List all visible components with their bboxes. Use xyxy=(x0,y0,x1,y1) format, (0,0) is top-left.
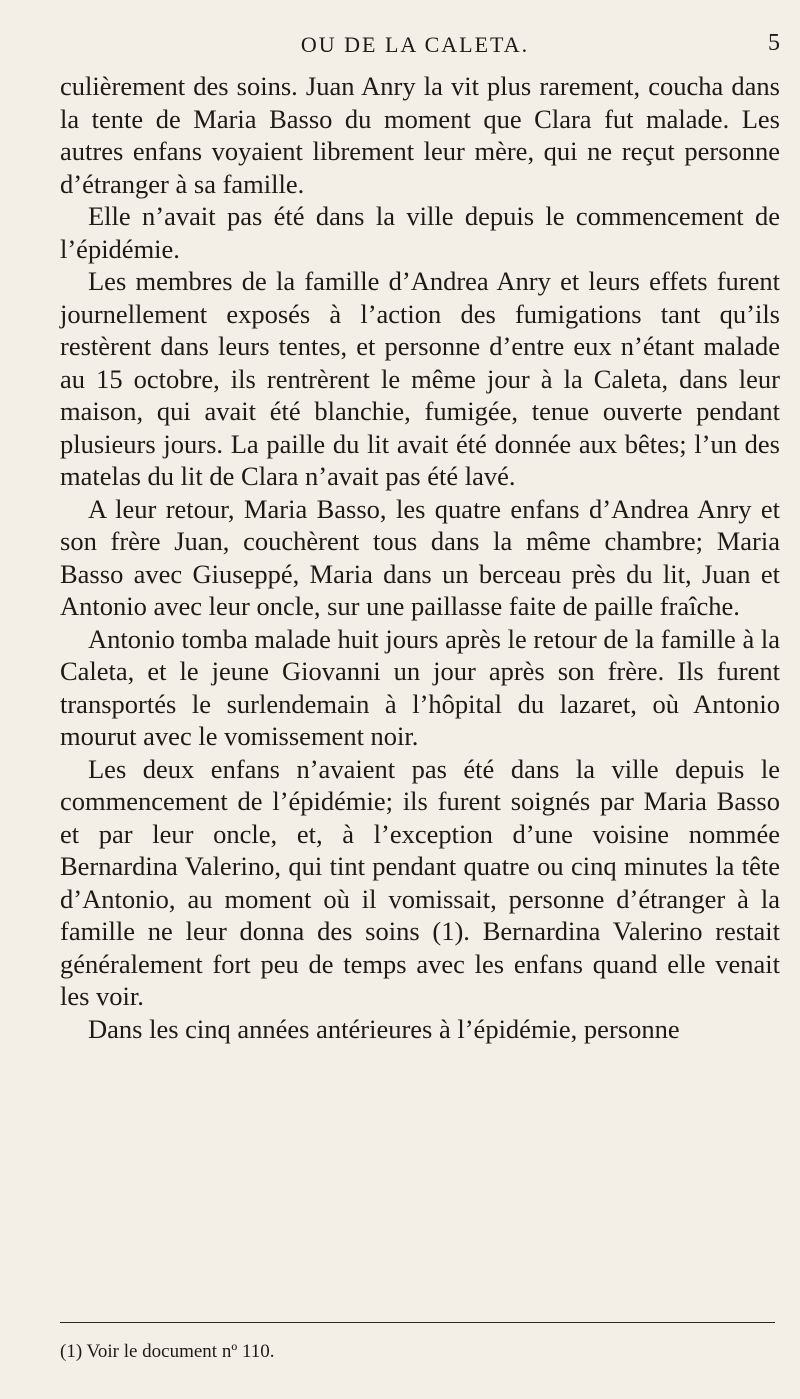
running-head xyxy=(40,24,790,60)
paragraph-7: Dans les cinq années antérieures à l’épidémie, personne xyxy=(88,1013,680,1044)
paragraph-1: culièrement des soins. Juan Anry la vit plus rarement, coucha dans la tente de Maria Basso du moment que Clara fut malade. Les autres enfans voyaient librement leur mère, qui ne reçut personne d’étranger à sa famille. xyxy=(60,71,780,199)
paragraph-3: Les membres de la famille d’Andrea Anry et leurs effets furent journellement exposés à l’action des fumigations tant qu’ils restèrent dans leurs tentes, et personne d’entre eux n’étant malade au 15 octobre, ils rentrèrent le même jour à la Caleta, dans leur maison, qui avait été blanchie, fumigée, tenue ouverte pendant plusieurs jours. La paille du lit avait été donnée aux bêtes; l’un des matelas du lit de Clara n’avait pas été lavé. xyxy=(60,266,780,491)
paragraph-6: Les deux enfans n’avaient pas été dans la ville depuis le commencement de l’épidémie; ils furent soignés par Maria Basso et par leur oncle, et, à l’exception d’une voisine nommée Bernardina Valerino, qui tint pendant quatre ou cinq minutes la tête d’Antonio, au moment où il vomissait, personne d’étranger à la famille ne leur donna des soins (1). Bernardina Valerino restait généralement fort peu de temps avec les enfans quand elle venait les voir. xyxy=(60,753,780,1011)
body-text xyxy=(60,70,780,1045)
paragraph-4: A leur retour, Maria Basso, les quatre enfans d’Andrea Anry et son frère Juan, couchèrent tous dans la même chambre; Maria Basso avec Giuseppé, Maria dans un berceau près du lit, Juan et Antonio avec leur oncle, sur une paillasse faite de paille fraîche. xyxy=(60,493,780,621)
paragraph-5: Antonio tomba malade huit jours après le retour de la famille à la Caleta, et le jeune Giovanni un jour après son frère. Ils furent transportés le surlendemain à l’hôpital du lazaret, où Antonio mourut avec le vomissement noir. xyxy=(60,623,780,751)
page-number: 5 xyxy=(768,30,780,56)
running-head-title: OU DE LA CALETA. xyxy=(300,32,530,57)
footnote-rule xyxy=(60,1322,775,1323)
footnote: (1) Voir le document nº 110. xyxy=(60,1341,275,1362)
paragraph-2: Elle n’avait pas été dans la ville depuis le commencement de l’épidémie. xyxy=(60,201,780,264)
